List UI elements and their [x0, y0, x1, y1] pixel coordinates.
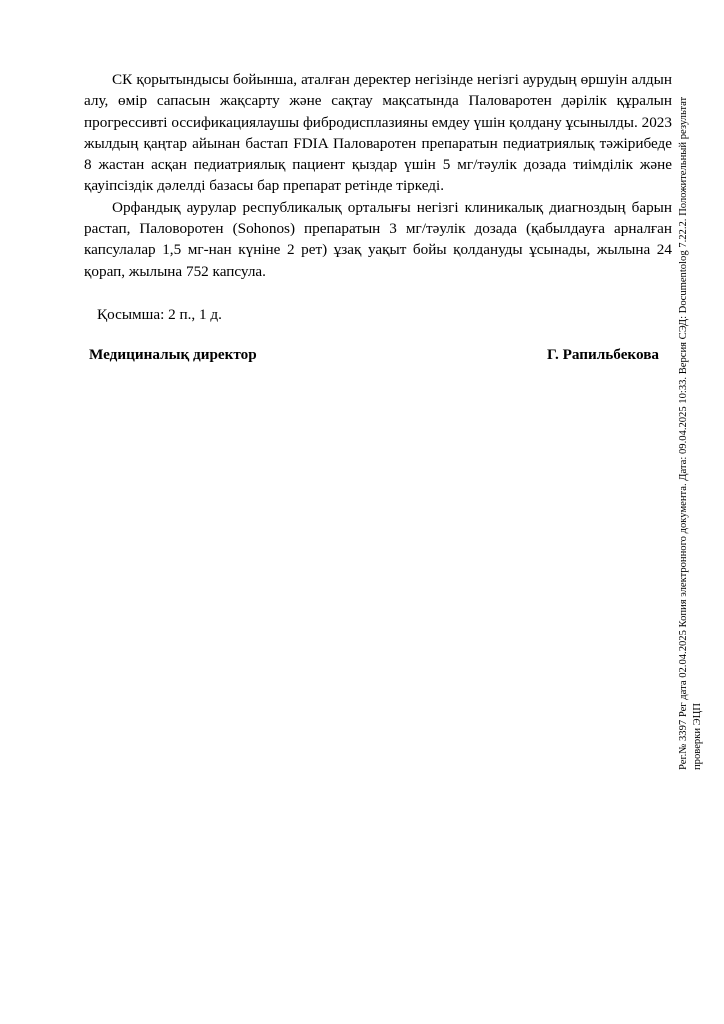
signatory-position: Медициналық директор — [89, 346, 257, 363]
paragraph-1: СК қорытындысы бойынша, аталған деректер негізінде негізгі аурудың өршуін алдын алу, өмір сапасын жақсарту және сақтау мақсатында Паловаротен дәрілік құралын прогрессивті оссификациялаушы фибродисплазияны емдеу үшін қолдану ұсынылды. 2023 жылдың қаңтар айынан бастап FDIA Паловаротен препаратын педиатриялық тәжірибеде 8 жастан асқан педиатриялық пациент қыздар үшін 5 мг/тәулік дозада тиімділік және қауіпсіздік дәлелді базасы бар препарат ретінде тіркеді. — [84, 71, 672, 195]
appendix-note: Қосымша: 2 п., 1 д. — [97, 306, 222, 323]
registration-stamp — [677, 96, 724, 770]
paragraph-2: Орфандық аурулар республикалық орталығы негізгі клиникалық диагноздың барын растап, Паловоротен (Sohonos) препаратын 3 мг/тәулік дозада (қабылдауға арналған капсулалар 1,5 мг-нан күніне 2 рет) ұзақ уақыт бойы қолдануды ұсынады, жылына 24 қорап, жылына 752 капсула. — [84, 198, 672, 280]
signature-block — [89, 345, 659, 365]
body-text — [84, 69, 672, 282]
signatory-name: Г. Рапильбекова — [547, 346, 659, 363]
registration-stamp-line-1: Рег.№ 3397 Рег дата 02.04.2025 Копия электронного документа. Дата: 09.04.2025 10:33. Версия СЭД: Documentolog 7.22.2. Положительный результат — [678, 96, 689, 770]
registration-stamp-line-2: проверки ЭЦП — [692, 703, 703, 770]
